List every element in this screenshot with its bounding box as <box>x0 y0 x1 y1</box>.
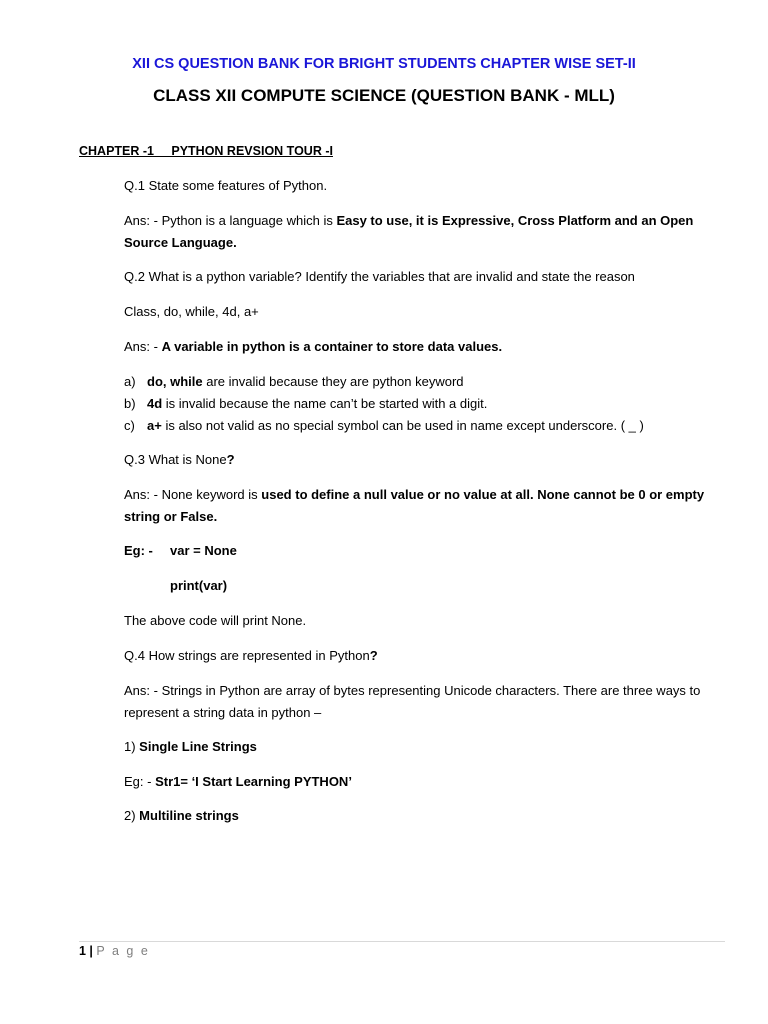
answer-2-prefix: Ans: - <box>124 339 162 354</box>
chapter-heading: CHAPTER -1 PYTHON REVSION TOUR -I <box>79 144 333 158</box>
code-note: The above code will print None. <box>124 613 307 628</box>
answer-3-bold: used to define a null value or no value at all. None cannot be 0 or empty string or False. <box>124 487 705 524</box>
question-2: Q.2 What is a python variable? Identify the variables that are invalid and state the reason <box>124 269 635 284</box>
string-example-prefix: Eg: - <box>124 774 156 789</box>
example-label-text: Eg: - <box>124 543 153 558</box>
string-type-1-num: 1) <box>124 739 140 754</box>
question-4-text: Q.4 How strings are represented in Python <box>124 648 370 663</box>
code-line-2 <box>170 575 227 597</box>
answer-1-prefix: Ans: - Python is a language which is <box>124 213 337 228</box>
page-number: 1 <box>79 944 86 958</box>
list-item-bold: a+ <box>147 418 162 433</box>
string-type-1-label: Single Line Strings <box>139 739 257 754</box>
page-title: CLASS XII COMPUTE SCIENCE (QUESTION BANK - MLL) <box>153 86 615 105</box>
list-item <box>124 374 464 389</box>
string-example <box>124 771 352 793</box>
string-example-code: Str1= ‘I Start Learning PYTHON’ <box>155 774 352 789</box>
question-3 <box>124 449 235 471</box>
answer-3-prefix: Ans: - None keyword is <box>124 487 262 502</box>
page-footer <box>79 944 150 958</box>
list-item-text: is also not valid as no special symbol can be used in name except underscore. ( _ ) <box>161 418 644 433</box>
answer-2 <box>124 336 502 358</box>
list-marker: c) <box>124 418 135 433</box>
string-type-1 <box>124 736 257 758</box>
code-line-1 <box>170 540 237 562</box>
answer-1 <box>124 210 724 254</box>
example-label <box>124 540 153 562</box>
question-3-text: Q.3 What is None <box>124 452 227 467</box>
question-3-mark: ? <box>226 452 235 467</box>
answer-1-bold: Easy to use, it is Expressive, Cross Platform and an Open Source Language. <box>124 213 694 250</box>
footer-divider <box>79 941 725 942</box>
footer-separator: | <box>85 944 97 958</box>
list-marker: a) <box>124 374 136 389</box>
string-type-2-num: 2) <box>124 808 140 823</box>
list-item <box>124 396 487 411</box>
string-type-2-label: Multiline strings <box>139 808 239 823</box>
list-item-text: are invalid because they are python keyword <box>202 374 464 389</box>
question-2-variables: Class, do, while, 4d, a+ <box>124 304 259 319</box>
question-4 <box>124 645 378 667</box>
list-item-text: is invalid because the name can’t be started with a digit. <box>162 396 488 411</box>
list-item <box>124 418 644 433</box>
answer-2-bold: A variable in python is a container to store data values. <box>161 339 503 354</box>
list-marker: b) <box>124 396 136 411</box>
question-4-mark: ? <box>369 648 378 663</box>
question-1: Q.1 State some features of Python. <box>124 178 328 193</box>
code-line-1-text: var = None <box>170 543 237 558</box>
page-label: P a g e <box>96 944 150 958</box>
code-line-2-text: print(var) <box>170 578 228 593</box>
answer-3 <box>124 484 724 528</box>
string-type-2 <box>124 805 239 827</box>
list-item-bold: do, while <box>147 374 203 389</box>
answer-4: Ans: - Strings in Python are array of bytes representing Unicode characters. There are three ways to represent a string data in python – <box>124 683 701 720</box>
question-bank-heading: XII CS QUESTION BANK FOR BRIGHT STUDENTS CHAPTER WISE SET-II <box>132 56 636 72</box>
list-item-bold: 4d <box>147 396 163 411</box>
